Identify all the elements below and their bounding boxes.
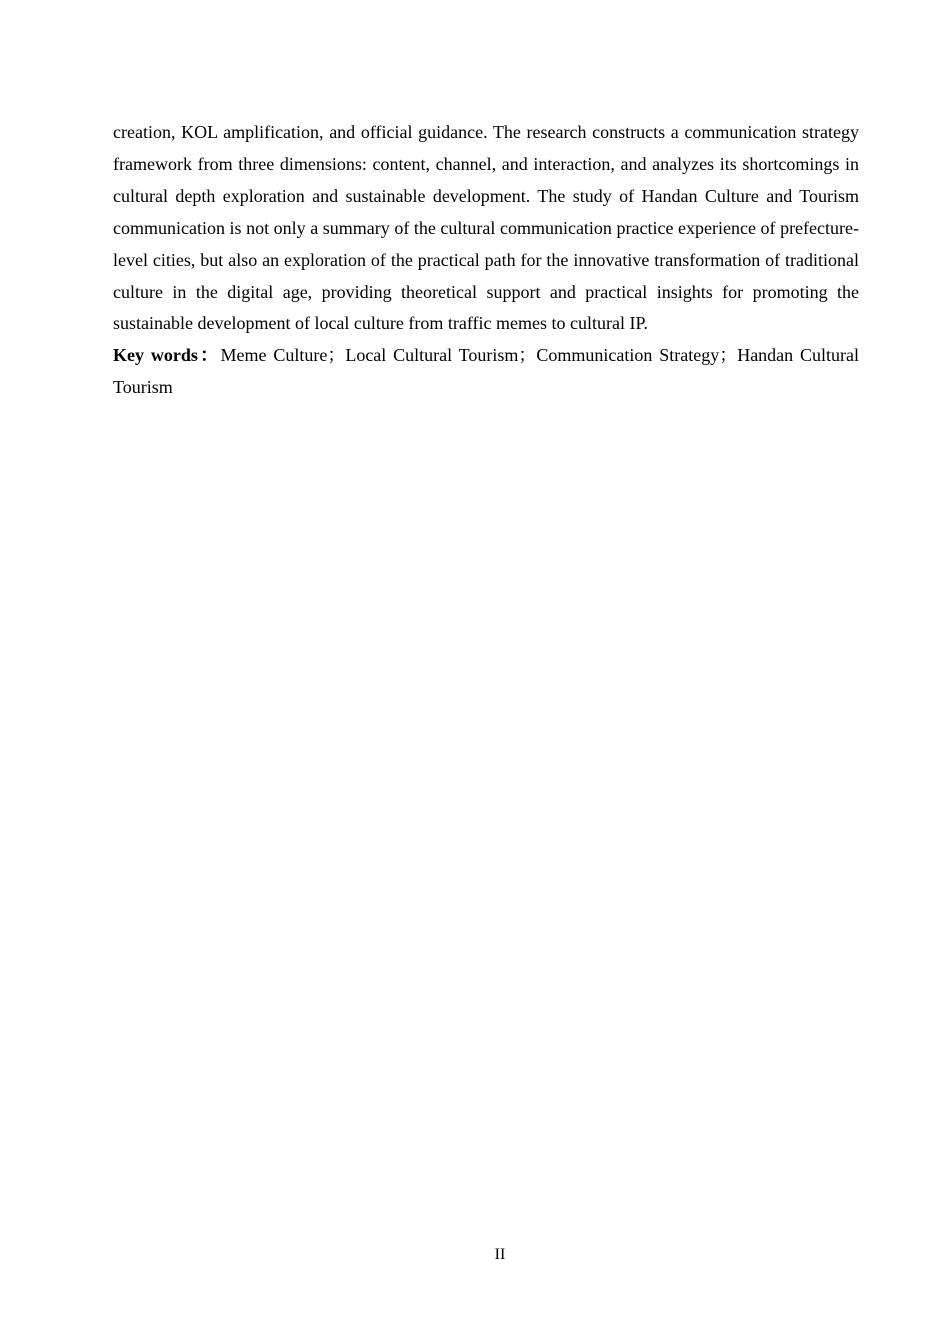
abstract-paragraph: creation, KOL amplification, and official guidance. The research constructs a communication strategy framework from three dimensions: content, channel, and interaction, and analyzes its shortcomings in cultural depth exploration and sustainable development. The study of Handan Culture and Tourism communication is not only a summary of the cultural communication practice experience of prefecture-level cities, but also an exploration of the practical path for the innovative transformation of traditional culture in the digital age, providing theoretical support and practical insights for promoting the sustainable development of local culture from traffic memes to cultural IP.	[113, 122, 859, 334]
keywords-label: Key words：	[113, 345, 221, 366]
abstract-text-block	[113, 117, 859, 404]
keywords-list: Meme Culture；Local Cultural Tourism；Communication Strategy；Handan Cultural Tourism	[113, 345, 859, 398]
keywords-paragraph	[113, 340, 859, 404]
page-number: II	[494, 1246, 506, 1263]
